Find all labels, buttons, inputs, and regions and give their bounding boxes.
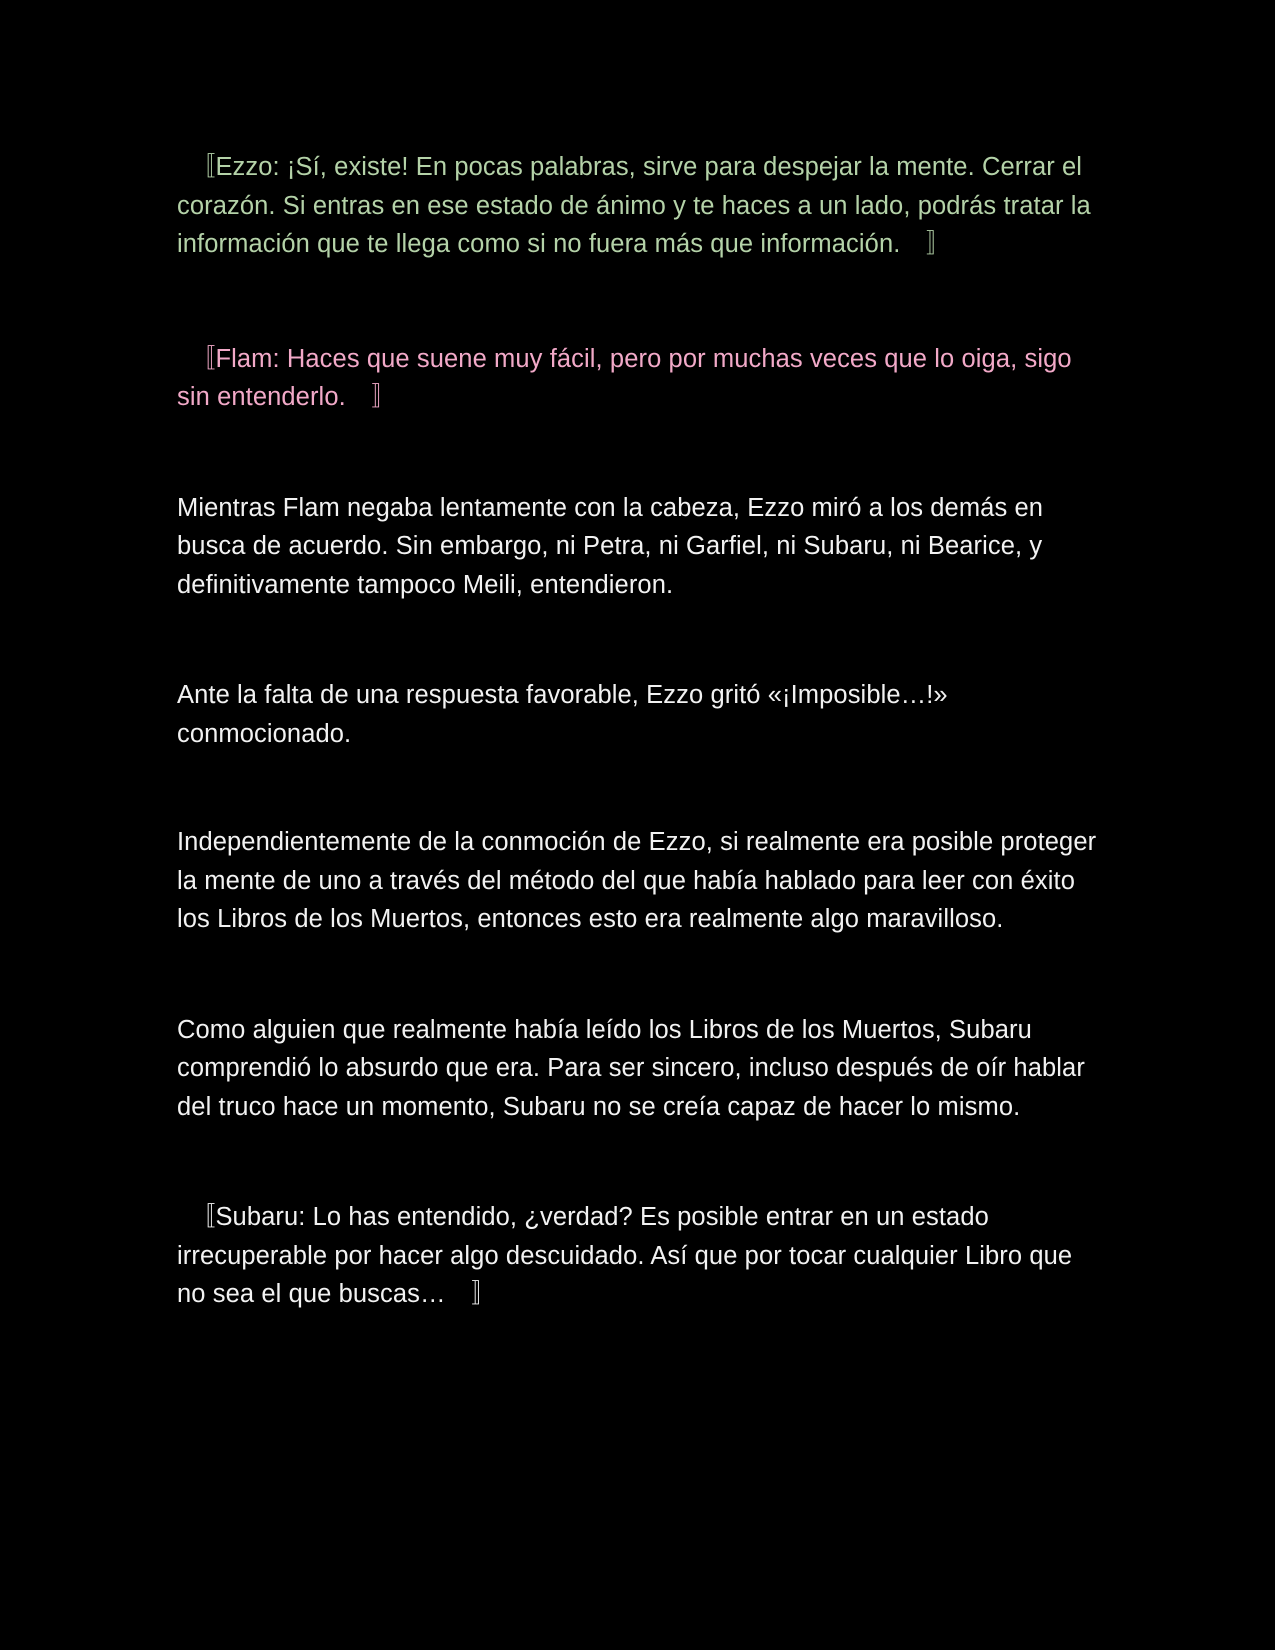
narration-paragraph: Como alguien que realmente había leído los Libros de los Muertos, Subaru comprendió lo absurdo que era. Para ser sincero, incluso después de oír hablar del truco hace un momento, Subaru no se creía capaz de hacer lo mismo.: [177, 1015, 1085, 1121]
narration-paragraph: Ante la falta de una respuesta favorable, Ezzo gritó «¡Imposible…!» conmocionado.: [177, 681, 948, 748]
dialogue-subaru: 〚Subaru: Lo has entendido, ¿verdad? Es posible entrar en un estado irrecuperable por hacer algo descuidado. Así que por tocar cualquier Libro que no sea el que buscas… 〛: [177, 1203, 1073, 1308]
narration-paragraph: Mientras Flam negaba lentamente con la cabeza, Ezzo miró a los demás en busca de acuerdo. Sin embargo, ni Petra, ni Garfiel, ni Subaru, ni Bearice, y definitivamente tampoco Meili, entendieron.: [177, 493, 1044, 599]
dialogue-flam: 〚Flam: Haces que suene muy fácil, pero por muchas veces que lo oiga, sigo sin entenderlo. 〛: [177, 344, 1072, 411]
dialogue-ezzo: 〚Ezzo: ¡Sí, existe! En pocas palabras, sirve para despejar la mente. Cerrar el corazón. Si entras en ese estado de ánimo y te haces a un lado, podrás tratar la información que te llega como si no fuera más que información. 〛: [177, 153, 1091, 258]
narration-paragraph: Independientemente de la conmoción de Ezzo, si realmente era posible proteger la mente de uno a través del método del que había hablado para leer con éxito los Libros de los Muertos, entonces esto era realmente algo maravilloso.: [177, 828, 1097, 933]
document-page: [177, 148, 1097, 1314]
